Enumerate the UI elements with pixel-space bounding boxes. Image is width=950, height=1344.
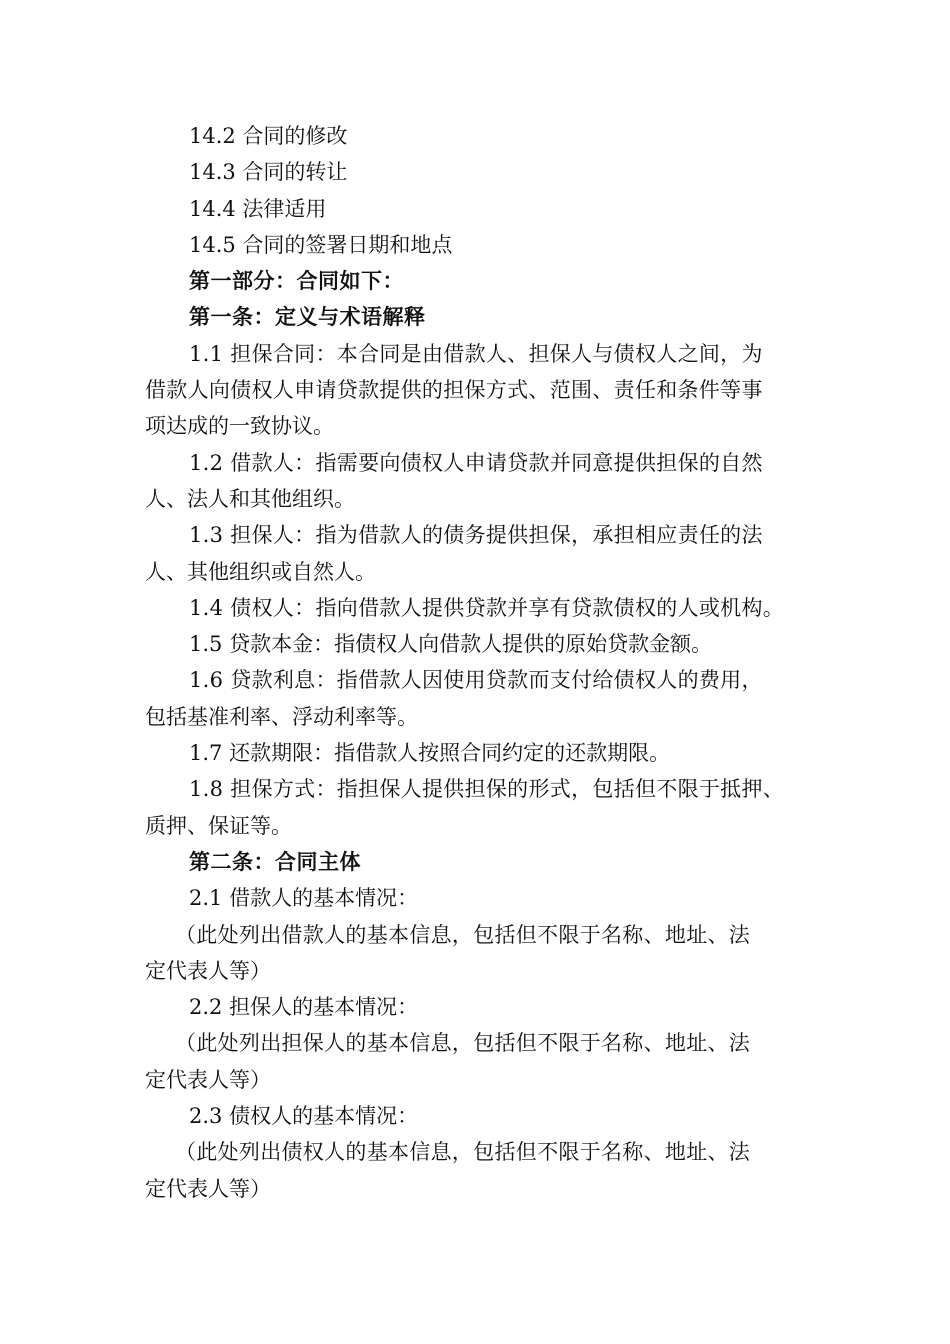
clause-line: 人、法人和其他组织。 xyxy=(145,486,355,511)
subject-note: （此处列出担保人的基本信息，包括但不限于名称、地址、法 xyxy=(175,1031,751,1056)
part-one-heading: 第一部分：合同如下： xyxy=(189,269,404,294)
clause-line: 1.8 担保方式：指担保人提供担保的形式，包括但不限于抵押、 xyxy=(189,777,785,802)
clause-line: 人、其他组织或自然人。 xyxy=(145,559,376,584)
subject-note: （此处列出债权人的基本信息，包括但不限于名称、地址、法 xyxy=(175,1140,751,1165)
clause-line: 借款人向债权人申请贷款提供的担保方式、范围、责任和条件等事 xyxy=(145,378,763,403)
toc-item: 14.5 合同的签署日期和地点 xyxy=(189,232,453,257)
toc-item: 14.4 法律适用 xyxy=(189,196,327,221)
subject-note: 定代表人等） xyxy=(145,958,271,983)
article-two-heading: 第二条：合同主体 xyxy=(189,849,361,874)
clause-line: 1.6 贷款利息：指借款人因使用贷款而支付给债权人的费用， xyxy=(189,668,763,693)
clause-line: 1.1 担保合同：本合同是由借款人、担保人与债权人之间，为 xyxy=(189,341,763,366)
clause-line: 1.2 借款人：指需要向债权人申请贷款并同意提供担保的自然 xyxy=(189,450,763,475)
article-one-heading: 第一条：定义与术语解释 xyxy=(189,305,426,330)
toc-item: 14.2 合同的修改 xyxy=(189,124,348,148)
subject-note: （此处列出借款人的基本信息，包括但不限于名称、地址、法 xyxy=(175,922,751,947)
clause-line: 1.5 贷款本金：指债权人向借款人提供的原始贷款金额。 xyxy=(189,632,713,657)
toc-item: 14.3 合同的转让 xyxy=(189,160,348,185)
clause-line: 项达成的一致协议。 xyxy=(145,414,334,439)
subject-note: 定代表人等） xyxy=(145,1067,271,1092)
subject-title: 2.3 债权人的基本情况： xyxy=(189,1104,419,1129)
subject-title: 2.1 借款人的基本情况： xyxy=(189,886,419,911)
clause-line: 包括基准利率、浮动利率等。 xyxy=(145,704,418,729)
clause-line: 1.3 担保人：指为借款人的债务提供担保，承担相应责任的法 xyxy=(189,523,763,548)
clause-line: 质押、保证等。 xyxy=(145,813,292,838)
document-body xyxy=(145,118,815,1207)
clause-line: 1.7 还款期限：指借款人按照合同约定的还款期限。 xyxy=(189,741,671,766)
subject-note: 定代表人等） xyxy=(145,1176,271,1201)
subject-title: 2.2 担保人的基本情况： xyxy=(189,995,419,1020)
clause-line: 1.4 债权人：指向借款人提供贷款并享有贷款债权的人或机构。 xyxy=(189,595,785,620)
